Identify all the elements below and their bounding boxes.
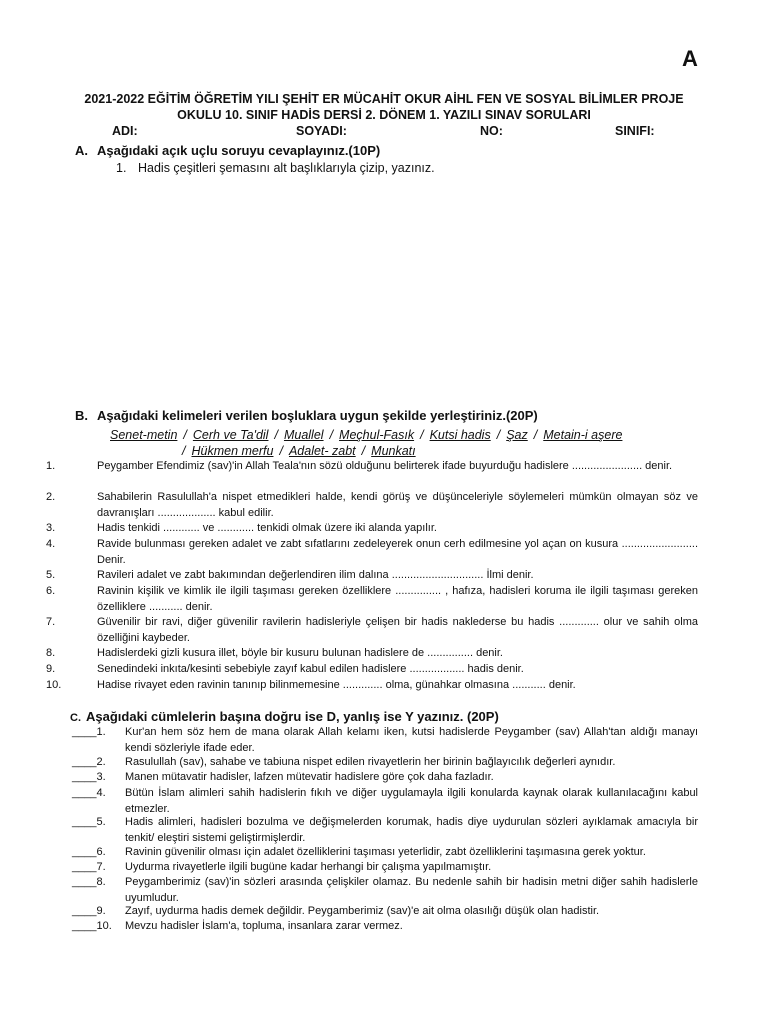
fill-blank-item: [46, 537, 698, 568]
word-bank-item: Metain-i aşere: [543, 428, 623, 442]
item-text: Sahabilerin Rasulullah'a nispet etmedikleri halde, kendi görüş ve düşünceleriyle söylemeleri mümkün olmayan söz ve davranışları ................... kabul edilir.: [97, 491, 698, 519]
section-b-letter: B.: [75, 408, 88, 423]
item-text: Peygamber Efendimiz (sav)'in Allah Teala'nın sözü olduğunu belirterek ifade buyurduğu hadislere ....................... denir.: [97, 460, 673, 472]
item-text: Ravinin kişilik ve kimlik ile ilgili taşıması gereken özelliklere ............... , hafıza, hadisleri koruma ile ilgili taşıması gereken özelliklere ........... denir.: [97, 585, 698, 613]
item-text: Senedindeki inkıta/kesinti sebebiyle zayıf kabul edilen hadislere .................. hadis denir.: [97, 663, 524, 675]
item-number: ____6.: [72, 846, 106, 858]
item-number: 10.: [46, 679, 62, 691]
item-number: ____4.: [72, 787, 106, 799]
item-number: 1.: [46, 460, 56, 472]
word-separator: /: [361, 444, 366, 458]
section-b-title: Aşağıdaki kelimeleri verilen boşluklara uygun şekilde yerleştiriniz.(20P): [97, 408, 538, 423]
item-text: Kur'an hem söz hem de mana olarak Allah kelamı iken, kutsi hadislerde Peygamber (sav) Allah'tan aldığı manayı kendi sözleriyle ifade eder.: [125, 726, 698, 754]
item-number: 7.: [46, 616, 56, 628]
item-number: ____10.: [72, 920, 112, 932]
item-text: Hadise rivayet eden ravinin tanınıp bilinmemesine ............. olma, günahkar olmasına ........... denir.: [97, 679, 576, 691]
item-text: Bütün İslam alimleri sahih hadislerin fıkıh ve diğer uygulamayla ilgili konularda kaynak olarak kullanılacağını kabul etmezler.: [125, 787, 698, 815]
class-field-label: SINIFI:: [615, 124, 655, 138]
section-a-letter: A.: [75, 143, 88, 158]
word-separator: /: [279, 444, 283, 458]
true-false-item: [72, 770, 698, 786]
true-false-item: [72, 875, 698, 906]
word-separator: /: [183, 428, 187, 442]
word-bank: [110, 427, 700, 459]
item-number: ____7.: [72, 861, 106, 873]
item-text: Ravide bulunması gereken adalet ve zabt sıfatlarını zedeleyerek onun cerh edilmesine yol açan on kusura ......................... Denir.: [97, 538, 698, 566]
item-text: Hadis alimleri, hadisleri bozulma ve değişmelerden korumak, hadis diye uydurulan sözleri ayıklamak amacıyla bir tenkit/ eleştiri sistemi geliştirmişlerdir.: [125, 816, 698, 844]
item-text: Hadislerdeki gizli kusura illet, böyle bir kusuru bulunan hadislere de ............... denir.: [97, 647, 503, 659]
item-number: 3.: [46, 522, 56, 534]
word-separator: /: [496, 428, 501, 442]
word-separator: /: [533, 428, 538, 442]
word-separator: /: [329, 428, 334, 442]
surname-field-label: SOYADI:: [296, 124, 347, 138]
word-bank-item: Muallel: [283, 428, 324, 442]
section-a-title: Aşağıdaki açık uçlu soruyu cevaplayınız.(10P): [97, 143, 381, 158]
item-number: 8.: [46, 647, 56, 659]
fill-blank-item: [46, 615, 698, 646]
item-number: 2.: [46, 491, 56, 503]
word-bank-item: Şaz: [506, 428, 528, 442]
true-false-item: [72, 786, 698, 817]
section-a-question-text: Hadis çeşitleri şemasını alt başlıklarıyla çizip, yazınız.: [138, 161, 435, 175]
word-bank-item: Meçhul-Fasık: [339, 428, 415, 442]
fill-blank-item: [46, 568, 698, 584]
section-c-title: Aşağıdaki cümlelerin başına doğru ise D, yanlış ise Y yazınız. (20P): [86, 709, 499, 724]
word-bank-item: Senet-metin: [110, 428, 178, 442]
item-number: ____9.: [72, 905, 106, 917]
fill-blank-item: [46, 521, 698, 537]
item-number: ____5.: [72, 816, 106, 828]
item-text: Ravileri adalet ve zabt bakımından değerlendiren ilim dalına .............................. İlmi denir.: [97, 569, 534, 581]
item-text: Uydurma rivayetlerle ilgili bugüne kadar herhangi bir çalışma yapılmamıştır.: [125, 861, 492, 873]
item-text: Hadis tenkidi ............ ve ............ tenkidi olmak üzere iki alanda yapılır.: [97, 522, 437, 534]
fill-blank-item: [46, 662, 698, 678]
true-false-item: [72, 845, 698, 861]
word-bank-item: Adalet- zabt: [288, 444, 356, 458]
section-c-letter: C.: [70, 712, 81, 724]
item-number: ____8.: [72, 876, 106, 888]
exam-title-line1: 2021-2022 EĞİTİM ÖĞRETİM YILI ŞEHİT ER MÜCAHİT OKUR AİHL FEN VE SOSYAL BİLİMLER PROJE: [84, 92, 684, 106]
true-false-item: [72, 815, 698, 846]
fill-blank-item: [46, 490, 698, 521]
fill-blank-item: [46, 459, 698, 475]
word-bank-item: Hükmen merfu: [191, 444, 274, 458]
fill-blank-item: [46, 584, 698, 615]
word-separator: /: [420, 428, 424, 442]
fill-blank-item: [46, 678, 698, 694]
item-text: Mevzu hadisler İslam'a, topluma, insanlara zarar vermez.: [125, 920, 403, 932]
item-number: 9.: [46, 663, 56, 675]
fill-blank-item: [46, 646, 698, 662]
item-text: Manen mütavatir hadisler, lafzen mütevatir hadislere göre çok daha fazladır.: [125, 771, 494, 783]
true-false-item: [72, 755, 698, 771]
exam-title-line2: OKULU 10. SINIF HADİS DERSİ 2. DÖNEM 1. YAZILI SINAV SORULARI: [177, 108, 591, 122]
word-separator: /: [274, 428, 278, 442]
word-bank-item: Munkatı: [371, 444, 416, 458]
word-bank-item: Cerh ve Ta'dil: [192, 428, 269, 442]
item-text: Rasulullah (sav), sahabe ve tabiuna nispet edilen rivayetlerin her birinin bağlayıcılık değerleri aynıdır.: [125, 756, 616, 768]
section-c-heading: [70, 709, 499, 724]
item-number: ____1.: [72, 726, 106, 738]
word-bank-item: Kutsi hadis: [429, 428, 491, 442]
section-b-heading: [75, 408, 538, 423]
true-false-item: [72, 725, 698, 756]
item-text: Peygamberimiz (sav)'in sözleri arasında çelişkiler olamaz. Bu nedenle sahih bir hadisin metni diğer sahih hadislerle uyumludur.: [125, 876, 698, 904]
exam-variant-label: A: [682, 46, 698, 71]
item-text: Zayıf, uydurma hadis demek değildir. Peygamberimiz (sav)'e ait olma olasılığı düşük olan hadistir.: [125, 905, 600, 917]
item-number: 4.: [46, 538, 56, 550]
item-number: 5.: [46, 569, 56, 581]
section-a-question-number: 1.: [116, 161, 127, 175]
name-field-label: ADI:: [112, 124, 138, 138]
section-a-question: [116, 161, 435, 175]
number-field-label: NO:: [480, 124, 503, 138]
item-number: 6.: [46, 585, 56, 597]
true-false-item: [72, 919, 698, 935]
item-text: Güvenilir bir ravi, diğer güvenilir ravilerin hadisleriyle çelişen bir hadis naklederse bu hadis ............. olur ve sahih olma özelliğini kaybeder.: [97, 616, 698, 644]
section-a-heading: [75, 143, 380, 158]
true-false-item: [72, 904, 698, 920]
true-false-item: [72, 860, 698, 876]
item-number: ____3.: [72, 771, 106, 783]
word-separator: /: [182, 444, 186, 458]
item-number: ____2.: [72, 756, 106, 768]
item-text: Ravinin güvenilir olması için adalet özelliklerini taşıması yeterlidir, zabt özelliklerini taşımasına gerek yoktur.: [125, 846, 646, 858]
